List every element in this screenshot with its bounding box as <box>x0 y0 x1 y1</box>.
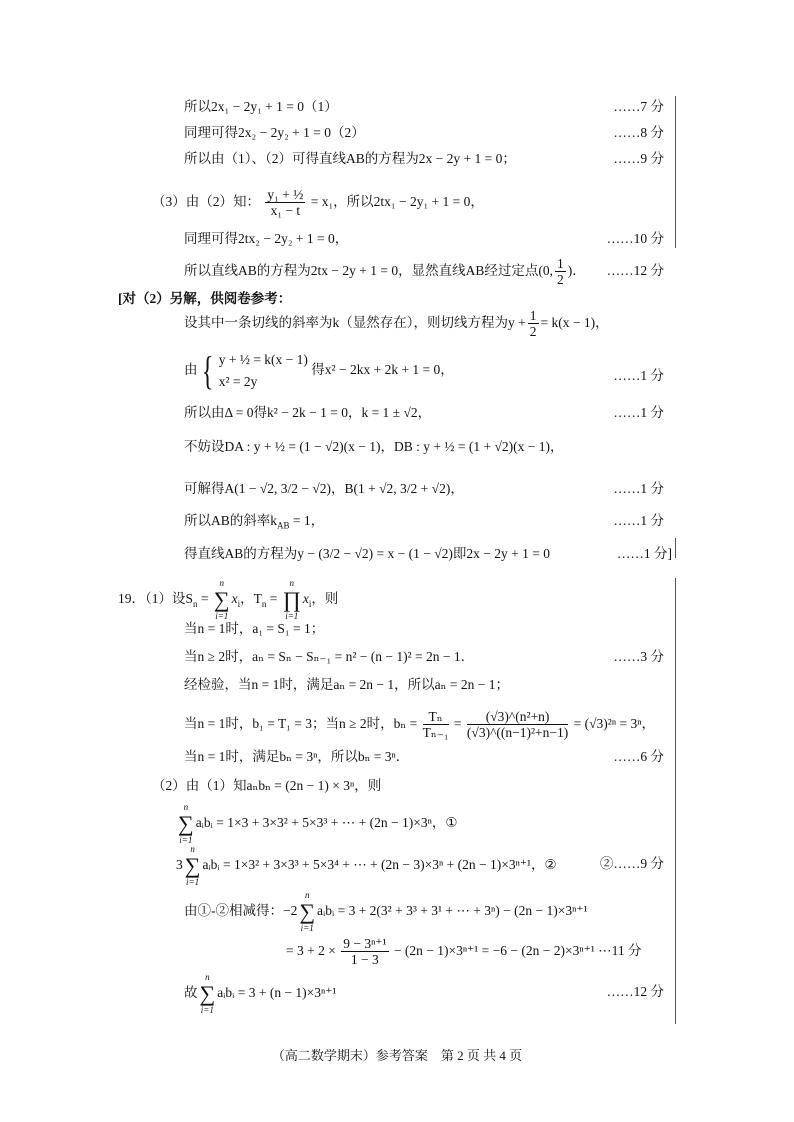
sigma-prod <box>283 578 301 622</box>
line-4-prefix: （3）由（2）知： <box>152 194 260 209</box>
sigma-bottom: i=1 <box>215 611 229 621</box>
line-2: 同理可得2x₂ − 2y₂ + 1 = 0（2） <box>184 125 365 140</box>
q19-line-6: 当n = 1时，满足bₙ = 3ⁿ，所以bₙ = 3ⁿ． <box>184 749 410 764</box>
fraction-sqrt3-den: (√3)^((n−1)²+n−1) <box>466 725 569 741</box>
score-a7: ……1 分] <box>616 546 672 561</box>
fraction-sqrt3 <box>467 709 568 740</box>
alt-line-1 <box>184 308 609 339</box>
q19-line-4: 经检验，当n = 1时，满足aₙ = 2n − 1，所以aₙ = 2n − 1； <box>184 677 509 692</box>
alt-line-5: 可解得A(1 − √2, 3/2 − √2)，B(1 + √2, 3/2 + √2)， <box>184 481 464 496</box>
fraction-half-l6 <box>555 256 566 287</box>
equation-system <box>219 349 308 393</box>
q19-line-12-text: aᵢbᵢ = 3 + (n − 1)×3ⁿ⁺¹ <box>217 985 337 1001</box>
half-num: 1 <box>556 256 564 272</box>
fraction-half-a1 <box>528 308 539 339</box>
score-9b: ②……9 分 <box>599 856 664 871</box>
score-a3: ……1 分 <box>613 405 664 420</box>
q19-line-9-coef: 3 <box>176 857 183 873</box>
line-1: 所以2x₁ − 2y₁ + 1 = 0（1） <box>184 99 338 114</box>
score-8: ……8 分 <box>613 125 664 140</box>
alt-line-4: 不妨设DA : y + ½ = (1 − √2)(x − 1)，DB : y + ½ = (1 + √2)(x − 1)， <box>184 439 564 454</box>
score-10: ……10 分 <box>606 231 664 246</box>
q19-line-10 <box>184 890 588 934</box>
sigma-10-symbol: ∑ <box>299 899 316 924</box>
q19-line-1-b: ，T <box>240 591 262 607</box>
q19-line-5: 当n = 1时，b₁ = T₁ = 3；当n ≥ 2时，bₙ = $\frac{\text{Tₙ}}{\text{Tₙ₋₁}}$ = $\frac{\text{(√3)\textasciicircum{}(n²+n)}}{\text{(√3)\textasciicircum{}((n−1)²+n−1)}}$ = (√3)²ⁿ = 3ⁿ， <box>184 709 655 741</box>
q19-line-1: 19．（1）设$S_n$ = n ∑ i=1 $x_i$，$T_n$ = n ∏ i=1 $x_i$，则 <box>118 578 339 621</box>
page-footer: （高二数学期末）参考答案 第 2 页 共 4 页 <box>271 1048 523 1063</box>
q19-line-2: 当n = 1时，a₁ = S₁ = 1； <box>184 621 325 636</box>
q19-line-9-text: aᵢbᵢ = 1×3² + 3×3³ + 5×3⁴ + ⋯ + (2n − 3)×3ⁿ + (2n − 1)×3ⁿ⁺¹，② <box>202 857 557 873</box>
line-4 <box>152 184 484 220</box>
score-3: ……3 分 <box>613 649 664 664</box>
score-12a: ……12 分 <box>606 263 664 278</box>
margin-bar-mid <box>675 538 676 558</box>
q19-line-3: 当n ≥ 2时，aₙ = Sₙ − Sₙ₋₁ = n² − (n − 1)² = 2n − 1． <box>184 649 475 664</box>
q19-line-10-text: aᵢbᵢ = 3 + 2(3² + 3³ + 3¹ + ⋯ + 3ⁿ) − (2n − 1)×3ⁿ⁺¹ <box>317 903 588 919</box>
fraction-tn-den: Tₙ₋₁ <box>422 725 449 741</box>
q19-line-9 <box>176 844 557 888</box>
sigma-8-top: n <box>183 802 189 812</box>
sigma-12 <box>200 972 216 1016</box>
q19-line-11-a: = 3 + 2 × <box>286 943 336 958</box>
sigma-8-bottom: i=1 <box>179 835 193 845</box>
sigma-8 <box>178 802 194 846</box>
sigma-10-bottom: i=1 <box>300 923 314 933</box>
q19-line-11 <box>286 932 642 970</box>
system-eq-1: y + ½ = k(x − 1) <box>218 351 308 367</box>
system-brace: { <box>201 347 213 393</box>
q19-line-8 <box>176 802 457 846</box>
sigma-8-symbol: ∑ <box>178 811 194 836</box>
q19-line-11-b: − (2n − 1)×3ⁿ⁺¹ = −6 − (2n − 2)×3ⁿ⁺¹ ⋯11 分 <box>393 943 642 958</box>
score-7: ……7 分 <box>613 99 664 114</box>
system-eq-2: x² = 2y <box>218 373 258 389</box>
score-6: ……6 分 <box>613 749 664 764</box>
sigma-9 <box>185 844 201 888</box>
fraction-l4-den: x₁ − t <box>270 203 301 219</box>
q19-line-12-a: 故 <box>184 985 198 1001</box>
q19-line-7: （2）由（1）知aₙbₙ = (2n − 1) × 3ⁿ，则 <box>152 778 382 793</box>
alt-line-7: 得直线AB的方程为y − (3/2 − √2) = x − (1 − √2)即2x − 2y + 1 = 0 <box>184 546 550 561</box>
score-9: ……9 分 <box>613 151 664 166</box>
sigma-9-bottom: i=1 <box>186 877 200 887</box>
prod-top: n <box>289 578 295 588</box>
sigma-top: n <box>219 578 224 588</box>
alt-line-3: 所以由Δ = 0得k² − 2k − 1 = 0，k = 1 ± √2， <box>184 405 432 420</box>
alt-line-6-sub: AB <box>277 520 290 531</box>
line-5: 同理可得2tx₂ − 2y₂ + 1 = 0， <box>184 231 349 246</box>
alt-line-6-text: 所以AB的斜率k <box>184 513 278 528</box>
alt-line-2-prefix: 由 <box>184 362 198 377</box>
alt-line-2-suffix: 得x² − 2kx + 2k + 1 = 0， <box>311 362 454 377</box>
prod-bottom: i=1 <box>285 611 299 621</box>
line-6-text: 所以直线AB的方程为2tx − 2y + 1 = 0，显然直线AB经过定点(0, <box>184 263 553 278</box>
margin-bar-top <box>675 96 676 248</box>
fraction-tn-num: Tₙ <box>423 709 449 725</box>
line-3: 所以由（1）、（2）可得直线AB的方程为2x − 2y + 1 = 0； <box>184 151 516 166</box>
sigma-sum <box>214 578 230 622</box>
alt-line-2 <box>184 345 454 395</box>
q19-line-5-b: = (√3)²ⁿ = 3ⁿ， <box>573 716 655 731</box>
alt-line-6 <box>184 512 324 535</box>
half-num: 1 <box>529 308 537 324</box>
sigma-10-top: n <box>304 890 310 900</box>
fraction-geom <box>341 936 388 967</box>
sigma-12-symbol: ∑ <box>199 981 216 1006</box>
score-a5: ……1 分 <box>613 481 664 496</box>
sigma-9-top: n <box>190 844 195 854</box>
alt-header: [对（2）另解，供阅卷参考： <box>118 291 292 306</box>
half-den: 2 <box>529 324 537 340</box>
prod-symbol: ∏ <box>282 587 301 612</box>
score-a2: ……1 分 <box>613 368 664 383</box>
score-12b: ……12 分 <box>606 984 664 999</box>
alt-line-6-end: = 1， <box>289 513 325 528</box>
fraction-geom-den: 1 − 3 <box>350 952 379 968</box>
fraction-geom-num: 9 − 3ⁿ⁺¹ <box>343 936 387 952</box>
q19-line-1-text: 19．（1）设S <box>118 591 194 607</box>
sigma-10 <box>299 890 315 934</box>
fraction-l4-num: y₁ + ½ <box>267 187 304 203</box>
line-4-suffix: = x₁，所以2tx₁ − 2y₁ + 1 = 0， <box>310 194 484 209</box>
alt-line-1-end: = k(x − 1)， <box>540 315 609 330</box>
line-6 <box>184 256 586 287</box>
score-a6: ……1 分 <box>613 513 664 528</box>
sigma-9-symbol: ∑ <box>184 853 201 878</box>
line-6-end: )． <box>567 263 586 278</box>
q19-line-5-a: 当n = 1时，b₁ = T₁ = 3；当n ≥ 2时，bₙ = <box>184 716 418 731</box>
sigma-12-bottom: i=1 <box>200 1005 214 1015</box>
q19-line-10-a: 由①-②相减得：−2 <box>184 903 298 919</box>
q19-line-12 <box>184 972 336 1016</box>
q19-line-1-c: ，则 <box>311 591 339 607</box>
sigma-12-top: n <box>205 972 210 982</box>
fraction-sqrt3-num: (√3)^(n²+n) <box>467 709 568 725</box>
alt-line-1-text: 设其中一条切线的斜率为k（显然存在），则切线方程为y + <box>184 315 526 330</box>
sigma-symbol: ∑ <box>213 587 230 612</box>
q19-line-8-text: aᵢbᵢ = 1×3 + 3×3² + 5×3³ + ⋯ + (2n − 1)×3ⁿ，① <box>195 815 458 831</box>
margin-bar-bottom <box>675 578 676 1024</box>
fraction-tn <box>423 709 449 740</box>
half-den: 2 <box>556 272 564 288</box>
fraction-l4 <box>265 187 305 218</box>
